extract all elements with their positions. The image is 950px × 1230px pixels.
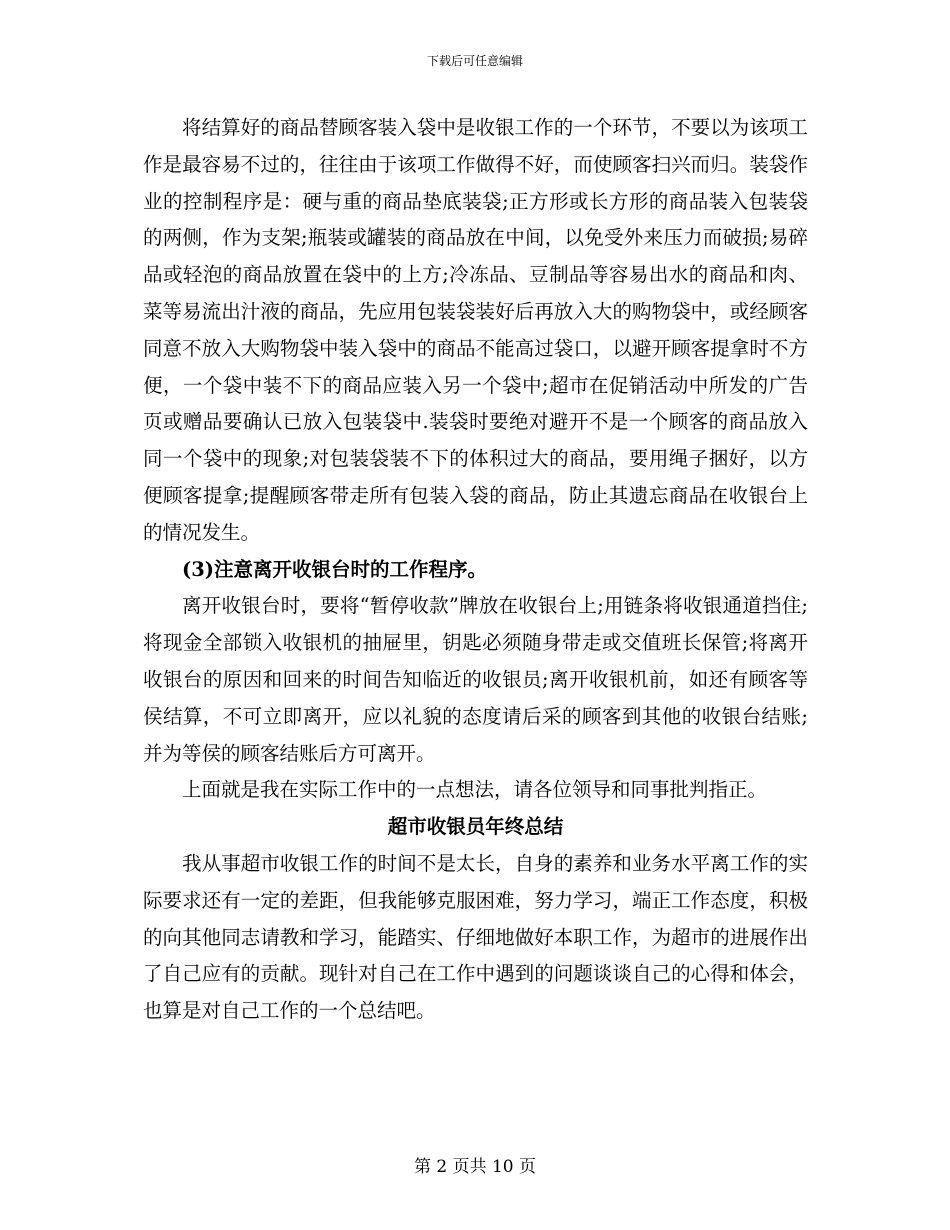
paragraph-summary-intro: 我从事超市收银工作的时间不是太长，自身的素养和业务水平离工作的实际要求还有一定的差距，但我能够克服困难，努力学习，端正工作态度，积极的向其他同志请教和学习，能踏实、仔细地做好本职工作，为超市的进展作出了自己应有的贡献。现针对自己在工作中遇到的问题谈谈自己的心得和体会，也算是对自己工作的一个总结吧。: [143, 851, 808, 1023]
subheading-leaving-register: (3)注意离开收银台时的工作程序。: [182, 557, 488, 581]
page-number-footer: 第 2 页共 10 页: [413, 1157, 537, 1177]
section-title: 超市收银员年终总结: [387, 815, 564, 839]
paragraph-leaving-register: 离开收银台时，要将“暂停收款”牌放在收银台上;用链条将收银通道挡住;将现金全部锁入收银机的抽屉里，钥匙必须随身带走或交值班长保管;将离开收银台的原因和回来的时间告知临近的收银员;离开收银机前，如还有顾客等侯结算，不可立即离开，应以礼貌的态度请后采的顾客到其他的收银台结账;并为等侯的顾客结账后方可离开。: [143, 594, 808, 765]
paragraph-closing-remark: 上面就是我在实际工作中的一点想法，请各位领导和同事批判指正。: [182, 778, 768, 802]
paragraph-bagging-procedure: 将结算好的商品替顾客装入袋中是收银工作的一个环节，不要以为该项工作是最容易不过的，往往由于该项工作做得不好，而使顾客扫兴而归。装袋作业的控制程序是：硬与重的商品垫底装袋;正方形或长方形的商品装入包装袋的两侧，作为支架;瓶装或罐装的商品放在中间，以免受外来压力而破损;易碎品或轻泡的商品放置在袋中的上方;冷冻品、豆制品等容易出水的商品和肉、菜等易流出汁液的商品，先应用包装袋装好后再放入大的购物袋中，或经顾客同意不放入大购物袋中装入袋中的商品不能高过袋口，以避开顾客提拿时不方便，一个袋中装不下的商品应装入另一个袋中;超市在促销活动中所发的广告页或赠品要确认已放入包装袋中.装袋时要绝对避开不是一个顾客的商品放入同一个袋中的现象;对包装袋装不下的体积过大的商品，要用绳子捆好，以方便顾客提拿;提醒顾客带走所有包装入袋的商品，防止其遗忘商品在收银台上的情况发生。: [143, 116, 808, 544]
document-body: [143, 110, 808, 1030]
page-header: 下载后可任意编辑: [426, 54, 523, 68]
